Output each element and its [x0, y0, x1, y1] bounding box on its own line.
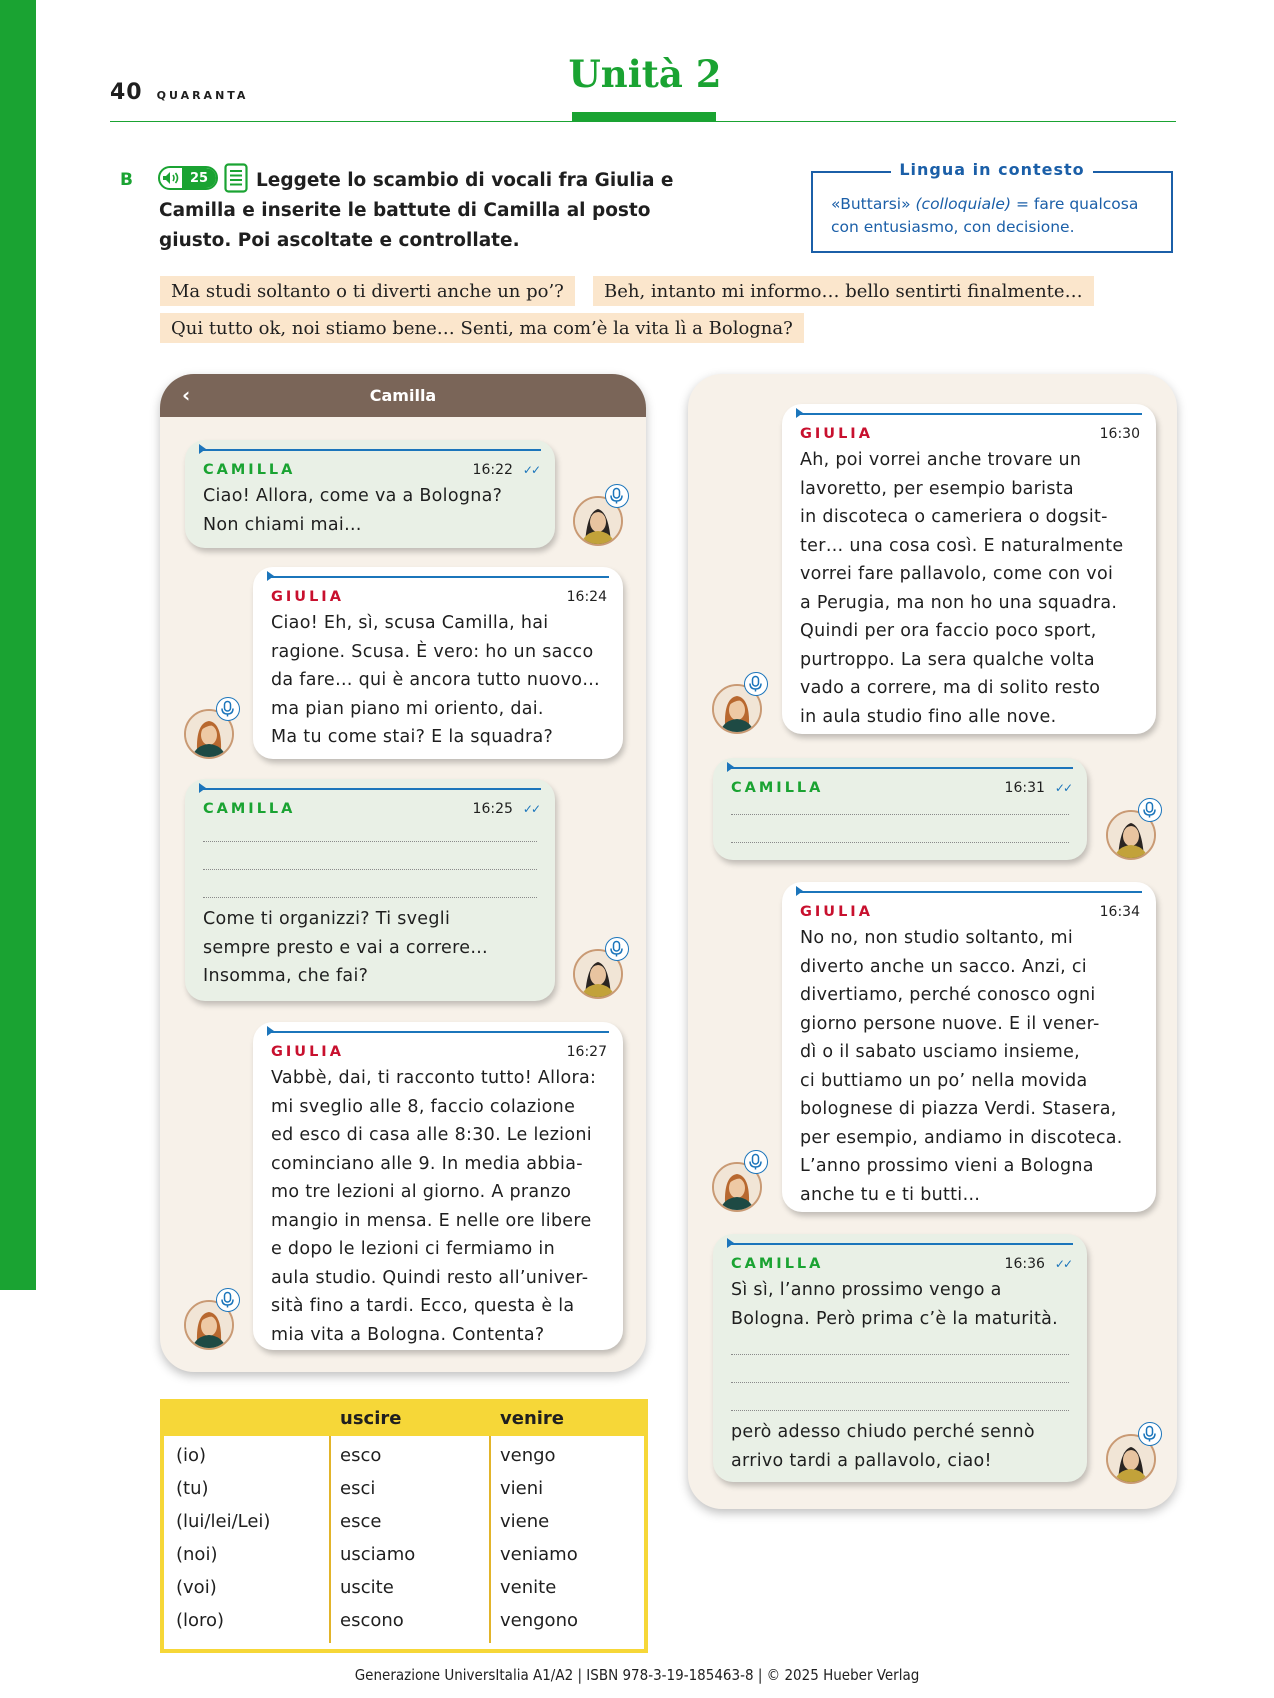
unit-title: Unità 2: [568, 52, 722, 96]
speaker-icon: [160, 168, 182, 188]
message-line: però adesso chiudo perché sennò: [731, 1422, 1035, 1442]
giulia-avatar: [184, 1300, 234, 1350]
message-text: [800, 446, 1144, 731]
voice-progress-bar[interactable]: [729, 1243, 1073, 1245]
message-time: 16:36: [1004, 1256, 1045, 1272]
message-time: 16:27: [566, 1044, 607, 1060]
conjugation-row: [164, 1478, 644, 1511]
voice-progress-bar[interactable]: [269, 1031, 609, 1033]
header-venire: venire: [500, 1408, 565, 1429]
message-bubble-camilla-1622: [185, 440, 555, 548]
camilla-avatar: [1106, 1434, 1156, 1484]
blank-line[interactable]: [731, 1382, 1069, 1383]
message-text-end: [731, 1418, 1075, 1475]
message-bubble-giulia-1634: [782, 882, 1156, 1212]
message-text: [271, 609, 611, 752]
message-line: sempre presto e vai a correre…: [203, 937, 489, 958]
sender-name: CAMILLA: [203, 801, 296, 817]
message-line: lavoretto, per esempio barista: [800, 478, 1074, 499]
message-line: Ciao! Eh, sì, scusa Camilla, hai: [271, 613, 549, 633]
message-line: Ciao! Allora, come va a Bologna?: [203, 486, 503, 506]
voice-progress-bar[interactable]: [201, 449, 541, 451]
message-line: per esempio, andiamo in discoteca.: [800, 1127, 1123, 1148]
message-text: [203, 482, 543, 539]
form-venire: vieni: [500, 1478, 544, 1499]
message-bubble-giulia-1627: [253, 1022, 623, 1350]
message-line: vado a correre, ma di solito resto: [800, 678, 1101, 698]
giulia-avatar: [712, 684, 762, 734]
page-number: [110, 80, 248, 105]
microphone-icon[interactable]: [216, 697, 240, 721]
message-line: Ah, poi vorrei anche trovare un: [800, 450, 1082, 470]
message-text: [800, 924, 1144, 1209]
message-line: divertiamo, perché conosco ogni: [800, 985, 1096, 1005]
message-time: 16:22: [472, 462, 513, 478]
person: (tu): [176, 1478, 209, 1499]
conjugation-row: [164, 1610, 644, 1643]
page-footer: Generazione UniversItalia A1/A2 | ISBN 978-3-19-185463-8 | © 2025 Hueber Verlag: [354, 1666, 920, 1684]
message-line: mo tre lezioni al giorno. A pranzo: [271, 1182, 572, 1202]
form-venire: vengo: [500, 1445, 556, 1466]
message-text: [271, 1064, 611, 1349]
read-ticks-icon: ✓✓: [522, 463, 539, 477]
microphone-icon[interactable]: [605, 937, 629, 961]
read-ticks-icon: ✓✓: [522, 802, 539, 816]
form-venire: viene: [500, 1511, 550, 1532]
message-bubble-giulia-1624: [253, 567, 623, 759]
message-line: da fare… qui è ancora tutto nuovo…: [271, 670, 601, 690]
message-line: cominciano alle 9. In media abbia-: [271, 1153, 583, 1174]
message-time: 16:24: [566, 589, 607, 605]
conjugation-row: [164, 1445, 644, 1478]
voice-progress-bar[interactable]: [269, 576, 609, 578]
message-line: vorrei fare pallavolo, come con voi: [800, 564, 1114, 584]
lingua-in-contesto-box: [811, 160, 1173, 253]
message-line: sità fino a tardi. Ecco, questa è la: [271, 1296, 575, 1316]
unit-title-underline: [572, 112, 716, 121]
lingua-box-text: [831, 193, 1157, 239]
voice-progress-bar[interactable]: [798, 413, 1142, 415]
conjugation-row: [164, 1577, 644, 1610]
camilla-avatar: [573, 496, 623, 546]
message-line: arrivo tardi a pallavolo, ciao!: [731, 1450, 992, 1471]
sender-name: CAMILLA: [203, 462, 296, 478]
message-bubble-camilla-1631: [713, 758, 1087, 860]
transcript-icon[interactable]: [224, 163, 248, 193]
chat-title: Camilla: [369, 386, 437, 405]
giulia-avatar: [184, 709, 234, 759]
message-time: 16:34: [1099, 904, 1140, 920]
side-color-bar: [0, 0, 36, 1290]
message-line: in discoteca o cameriera o dogsit-: [800, 507, 1108, 527]
microphone-icon[interactable]: [1138, 798, 1162, 822]
exercise-instructions: Leggete lo scambio di vocali fra Giulia e Camilla e inserite le battute di Camilla al posto giusto. Poi ascoltate e controllate.: [159, 170, 674, 251]
message-line: ragione. Scusa. È vero: ho un sacco: [271, 641, 594, 662]
person: (lui/lei/Lei): [176, 1511, 271, 1532]
microphone-icon[interactable]: [744, 1150, 768, 1174]
blank-line[interactable]: [731, 842, 1069, 843]
sender-name: GIULIA: [271, 1044, 344, 1060]
microphone-icon[interactable]: [605, 484, 629, 508]
message-line: diverto anche un sacco. Anzi, ci: [800, 956, 1087, 977]
message-line: Come ti organizzi? Ti svegli: [203, 909, 451, 929]
sender-name: GIULIA: [800, 904, 873, 920]
blank-line[interactable]: [203, 897, 537, 898]
message-line: giorno persone nuove. E il vener-: [800, 1013, 1100, 1034]
message-line: mangio in mensa. E nelle ore libere: [271, 1210, 592, 1231]
audio-track-button[interactable]: [158, 166, 218, 190]
blank-line[interactable]: [203, 869, 537, 870]
form-uscire: esce: [340, 1511, 382, 1532]
message-line: in aula studio fino alle nove.: [800, 706, 1057, 727]
form-uscire: escono: [340, 1610, 404, 1631]
chat-panel-left: [160, 374, 646, 1372]
read-ticks-icon: ✓✓: [1054, 781, 1071, 795]
person: (loro): [176, 1610, 225, 1631]
back-chevron-icon[interactable]: ‹: [182, 383, 191, 407]
lingua-note: (colloquiale): [915, 195, 1012, 213]
message-line: mi sveglio alle 8, faccio colazione: [271, 1096, 576, 1117]
form-uscire: uscite: [340, 1577, 394, 1598]
form-venire: veniamo: [500, 1544, 578, 1565]
chat-header: [160, 374, 646, 417]
conjugation-row: [164, 1511, 644, 1544]
message-line: ma pian piano mi oriento, dai.: [271, 698, 544, 719]
message-line: dì o il sabato usciamo insieme,: [800, 1042, 1081, 1062]
sender-name: CAMILLA: [731, 780, 824, 796]
person: (noi): [176, 1544, 218, 1565]
sender-name: GIULIA: [800, 426, 873, 442]
conjugation-header: [164, 1403, 644, 1436]
exercise-letter: B: [120, 170, 133, 190]
message-line: Bologna. Però prima c’è la maturità.: [731, 1308, 1058, 1329]
message-line: bolognese di piazza Verdi. Stasera,: [800, 1099, 1117, 1119]
message-line: Ma tu come stai? E la squadra?: [271, 727, 554, 747]
message-line: Non chiami mai…: [203, 514, 362, 535]
message-time: 16:30: [1099, 426, 1140, 442]
message-line: ed esco di casa alle 8:30. Le lezioni: [271, 1125, 592, 1145]
giulia-avatar: [712, 1162, 762, 1212]
page-number-word: QUARANTA: [156, 89, 249, 102]
voice-progress-bar[interactable]: [201, 788, 541, 790]
message-time: 16:25: [472, 801, 513, 817]
lingua-term: «Buttarsi»: [831, 195, 911, 213]
conjugation-row: [164, 1544, 644, 1577]
form-venire: venite: [500, 1577, 557, 1598]
blank-line[interactable]: [203, 841, 537, 842]
message-text: [731, 1276, 1075, 1333]
message-time: 16:31: [1004, 780, 1045, 796]
form-uscire: esci: [340, 1478, 376, 1499]
sender-name: GIULIA: [271, 589, 344, 605]
chat-panel-right: [688, 374, 1177, 1509]
form-uscire: esco: [340, 1445, 382, 1466]
message-line: aula studio. Quindi resto all’univer-: [271, 1267, 589, 1288]
camilla-avatar: [573, 949, 623, 999]
message-line: L’anno prossimo vieni a Bologna: [800, 1156, 1094, 1176]
person: (voi): [176, 1577, 217, 1598]
page-number-digits: 40: [110, 80, 143, 105]
message-line: Sì sì, l’anno prossimo vengo a: [731, 1280, 1002, 1300]
message-text: [203, 905, 543, 991]
message-line: purtroppo. La sera qualche volta: [800, 649, 1095, 670]
blank-line[interactable]: [731, 1354, 1069, 1355]
answer-chip-1[interactable]: Ma studi soltanto o ti diverti anche un po’?: [160, 276, 575, 306]
person: (io): [176, 1445, 207, 1466]
answer-chip-3[interactable]: Qui tutto ok, noi stiamo bene… Senti, ma com’è la vita lì a Bologna?: [160, 313, 804, 343]
lingua-definition: = fare qualcosa con entusiasmo, con decisione.: [831, 195, 1139, 236]
sender-name: CAMILLA: [731, 1256, 824, 1272]
message-line: ci buttiamo un po’ nella movida: [800, 1070, 1088, 1091]
message-bubble-camilla-1625: [185, 779, 555, 1001]
form-venire: vengono: [500, 1610, 578, 1631]
header-rule: [110, 121, 1176, 122]
lingua-box-title: Lingua in contesto: [891, 160, 1092, 179]
message-line: mia vita a Bologna. Contenta?: [271, 1324, 545, 1345]
message-line: ter… una cosa così. E naturalmente: [800, 535, 1124, 556]
microphone-icon[interactable]: [744, 672, 768, 696]
message-bubble-giulia-1630: [782, 404, 1156, 734]
blank-line[interactable]: [731, 1410, 1069, 1411]
message-line: Vabbè, dai, ti racconto tutto! Allora:: [271, 1068, 597, 1088]
message-bubble-camilla-1636: [713, 1234, 1087, 1482]
voice-progress-bar[interactable]: [729, 767, 1073, 769]
audio-track-number: 25: [182, 168, 216, 188]
microphone-icon[interactable]: [1138, 1422, 1162, 1446]
message-line: e dopo le lezioni ci fermiamo in: [271, 1239, 555, 1259]
form-uscire: usciamo: [340, 1544, 416, 1565]
message-line: Insomma, che fai?: [203, 966, 369, 986]
read-ticks-icon: ✓✓: [1054, 1257, 1071, 1271]
message-line: No no, non studio soltanto, mi: [800, 928, 1074, 948]
conjugation-table: [160, 1399, 648, 1653]
voice-progress-bar[interactable]: [798, 891, 1142, 893]
camilla-avatar: [1106, 810, 1156, 860]
message-line: Quindi per ora faccio poco sport,: [800, 621, 1097, 641]
message-line: anche tu e ti butti…: [800, 1184, 981, 1205]
header-uscire: uscire: [340, 1408, 402, 1429]
blank-line[interactable]: [731, 814, 1069, 815]
answer-chip-2[interactable]: Beh, intanto mi informo… bello sentirti finalmente…: [593, 276, 1094, 306]
message-line: a Perugia, ma non ho una squadra.: [800, 592, 1118, 613]
microphone-icon[interactable]: [216, 1288, 240, 1312]
